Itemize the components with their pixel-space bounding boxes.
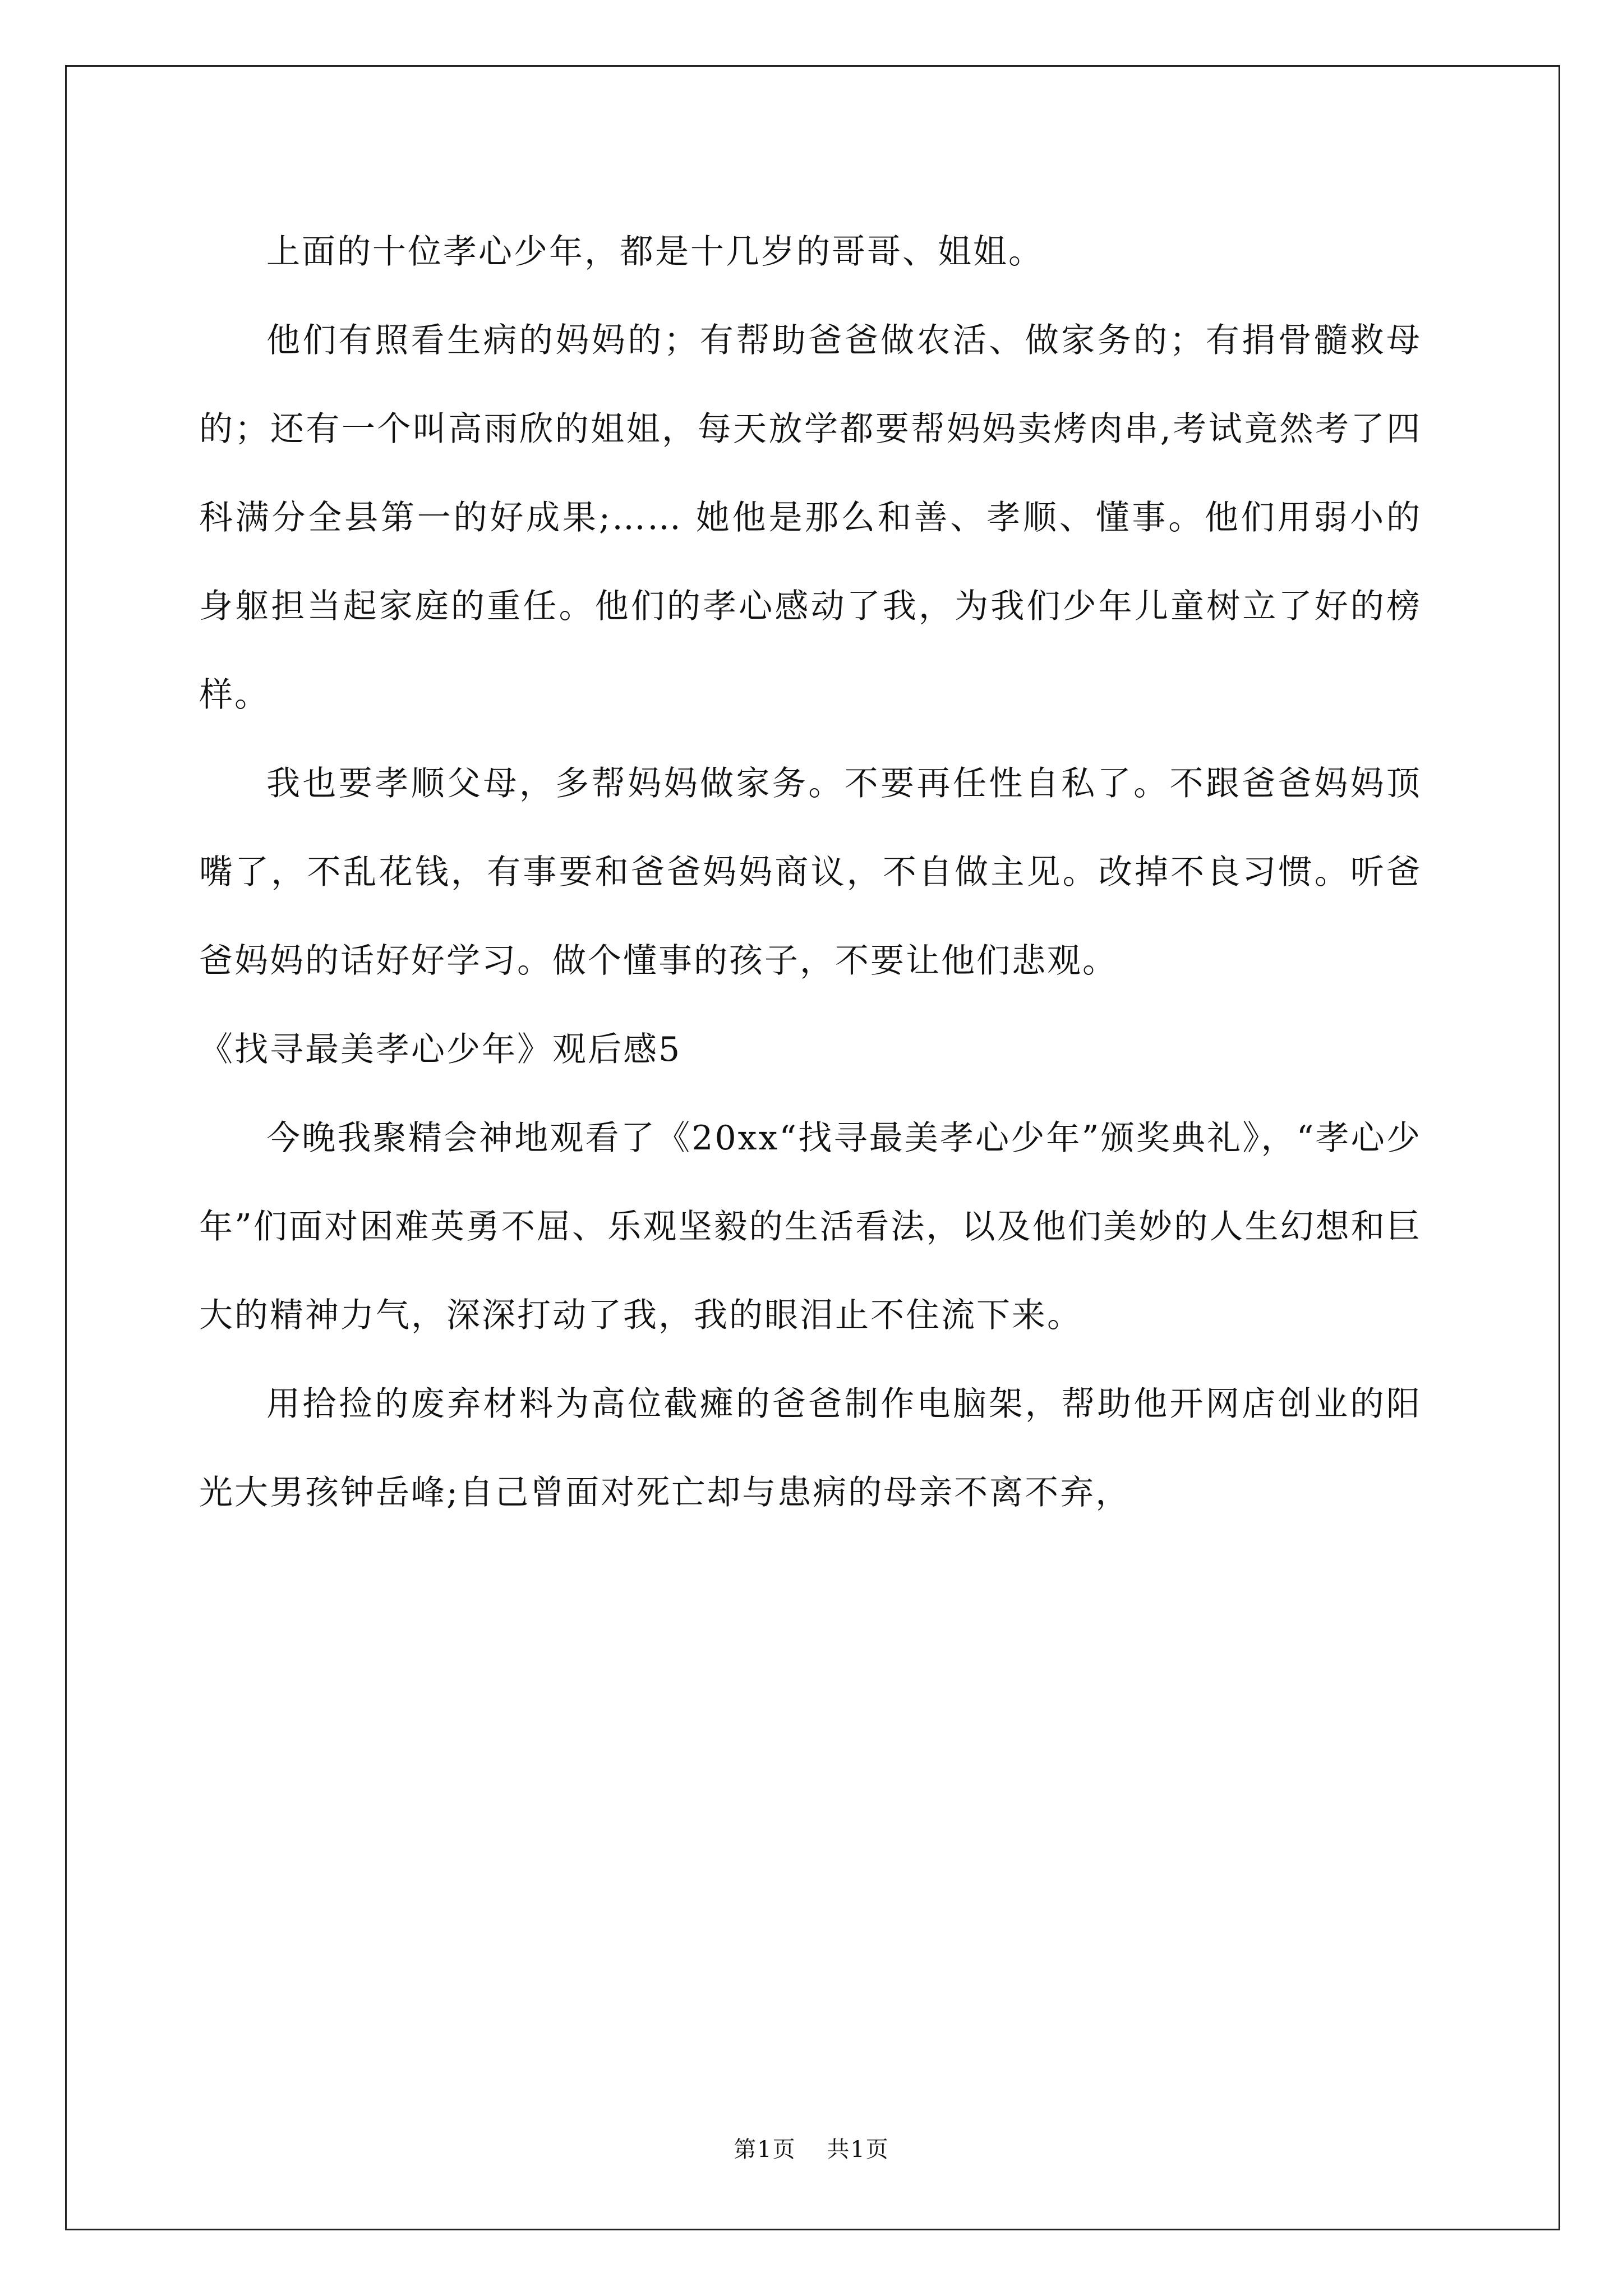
page-total: 共1页	[827, 2137, 889, 2162]
paragraph-4: 今晚我聚精会神地观看了《20xx“找寻最美孝心少年”颁奖典礼》，“孝心少年”们面对困难英勇不屈、乐观坚毅的生活看法，以及他们美妙的人生幻想和巨大的精神力气，深深打动了我，我的眼泪止不住流下来。	[199, 1119, 1422, 1335]
paragraph-2: 他们有照看生病的妈妈的；有帮助爸爸做农活、做家务的；有捐骨髓救母的；还有一个叫高雨欣的姐姐，每天放学都要帮妈妈卖烤肉串,考试竟然考了四科满分全县第一的好成果;…… 她他是那么和善、孝顺、懂事。他们用弱小的身躯担当起家庭的重任。他们的孝心感动了我，为我们少年儿童树立了好的榜样。	[199, 321, 1422, 715]
paragraph-5: 用拾捡的废弃材料为高位截瘫的爸爸制作电脑架，帮助他开网店创业的阳光大男孩钟岳峰;自己曾面对死亡却与患病的母亲不离不弃，	[199, 1384, 1422, 1512]
page-footer	[0, 2132, 1623, 2164]
document-body	[199, 208, 1422, 1537]
paragraph-1: 上面的十位孝心少年，都是十几岁的哥哥、姐姐。	[266, 232, 1044, 272]
page-number: 第1页	[734, 2137, 796, 2162]
paragraph-3: 我也要孝顺父母，多帮妈妈做家务。不要再任性自私了。不跟爸爸妈妈顶嘴了，不乱花钱，有事要和爸爸妈妈商议，不自做主见。改掉不良习惯。听爸爸妈妈的话好好学习。做个懂事的孩子，不要让他们悲观。	[199, 764, 1422, 981]
section-heading: 《找寻最美孝心少年》观后感5	[199, 1030, 682, 1069]
